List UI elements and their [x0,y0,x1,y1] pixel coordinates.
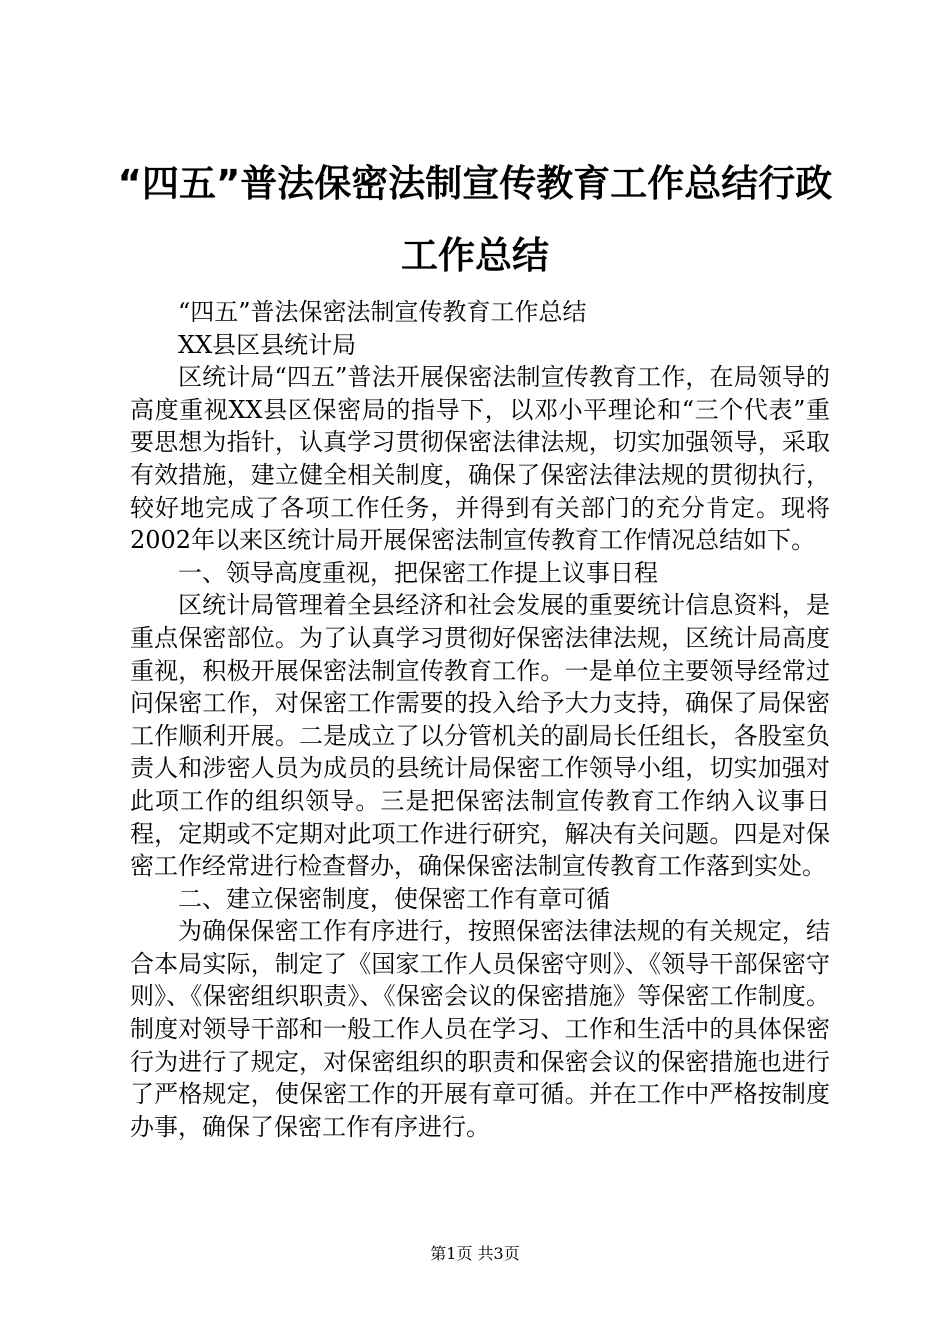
section-heading-1: 一、领导高度重视，把保密工作提上议事日程 [178,558,658,587]
subtitle-paragraph: “四五”普法保密法制宣传教育工作总结 [178,298,587,326]
page-footer: 第1页 共3页 [430,1244,520,1263]
document-title: “四五”普法保密法制宣传教育工作总结行政工作总结 [117,162,833,277]
intro-paragraph: 区统计局“四五”普法开展保密法制宣传教育工作，在局领导的高度重视XX县区保密局的指导下，以邓小平理论和“三个代表”重要思想为指针，认真学习贯彻保密法律法规，切实加强领导，采取有效措施，建立健全相关制度，确保了保密法律法规的贯彻执行，较好地完成了各项工作任务，并得到有关部门的充分肯定。现将2002年以来区统计局开展保密法制宣传教育工作情况总结如下。 [130,363,830,555]
section-body-2: 为确保保密工作有序进行，按照保密法律法规的有关规定，结合本局实际，制定了《国家工作人员保密守则》、《领导干部保密守则》、《保密组织职责》、《保密会议的保密措施》等保密工作制度。制度对领导干部和一般工作人员在学习、工作和生活中的具体保密行为进行了规定，对保密组织的职责和保密会议的保密措施也进行了严格规定，使保密工作的开展有章可循。并在工作中严格按制度办事，确保了保密工作有序进行。 [130,917,830,1141]
document-body [130,296,830,1143]
section-body-1: 区统计局管理着全县经济和社会发展的重要统计信息资料，是重点保密部位。为了认真学习贯彻好保密法律法规，区统计局高度重视，积极开展保密法制宣传教育工作。一是单位主要领导经常过问保密工作，对保密工作需要的投入给予大力支持，确保了局保密工作顺利开展。二是成立了以分管机关的副局长任组长，各股室负责人和涉密人员为成员的县统计局保密工作领导小组，切实加强对此项工作的组织领导。三是把保密法制宣传教育工作纳入议事日程，定期或不定期对此项工作进行研究，解决有关问题。四是对保密工作经常进行检查督办，确保保密法制宣传教育工作落到实处。 [130,591,830,881]
organization-paragraph: XX县区县统计局 [178,330,357,359]
section-heading-2: 二、建立保密制度，使保密工作有章可循 [178,884,610,913]
